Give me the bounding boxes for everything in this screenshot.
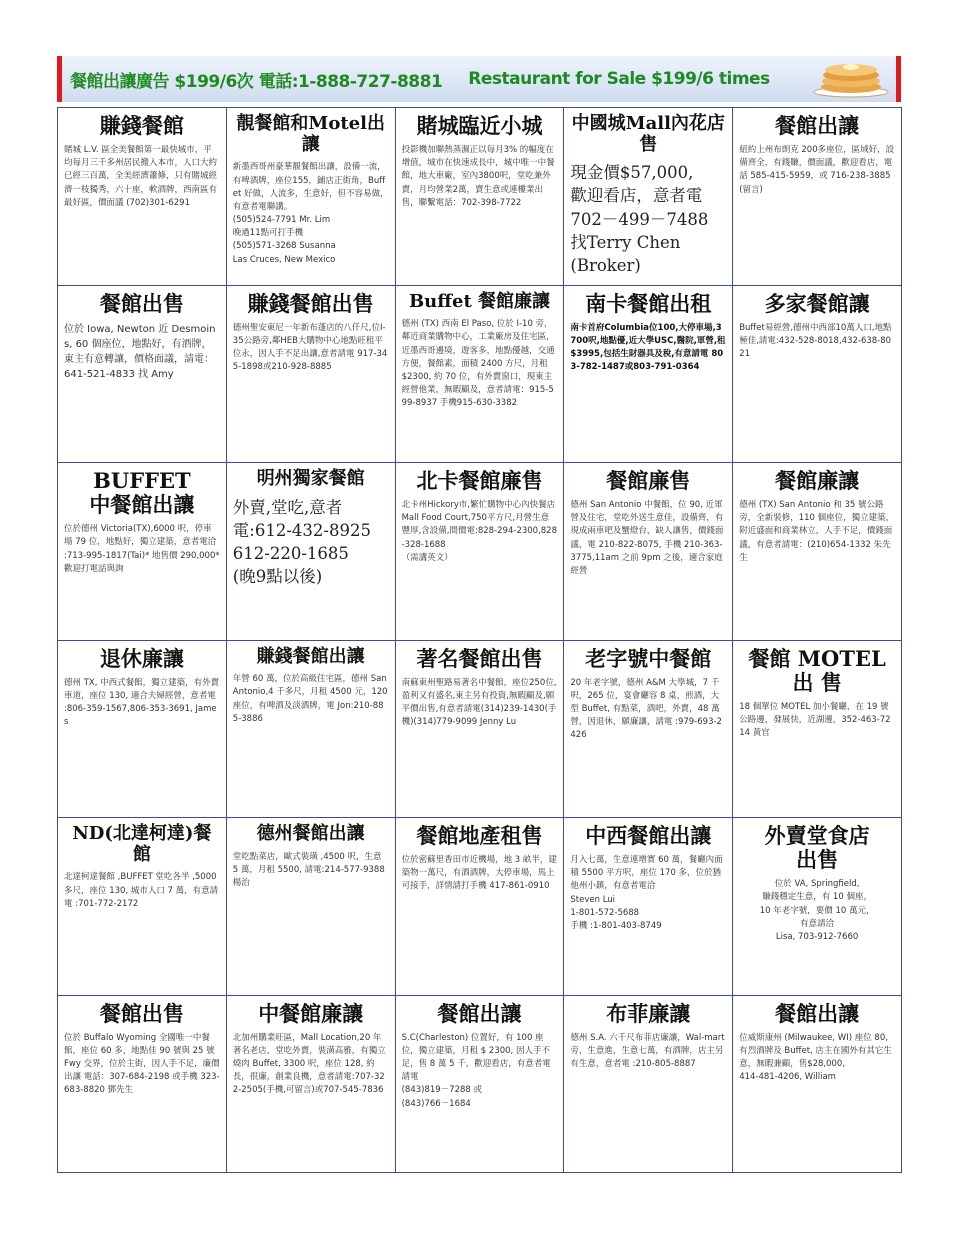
- ad-body: 德州 TX, 中西式餐館，獨立建築，有外賣車道，座位 130, 適合夫婦經營，意者電 :806-359-1567,806-353-3691, James: [64, 677, 220, 728]
- ad-title: 賭城臨近小城: [416, 113, 543, 138]
- ad-title: 老字號中餐館: [585, 645, 712, 671]
- ad-body: 賭城 L.V. 區全美餐館第一最快城市，平均每月三千多州居民搬入本市，人口大約已經三百萬，全美經濟蕭條，只有賭城經濟一枝獨秀，六十座，軟酒牌，西南區有最好區，價面議 (702)301-6291: [64, 145, 218, 208]
- ad-cell: [396, 818, 565, 996]
- ad-title: 餐館出售: [99, 1000, 184, 1026]
- ad-title: 賺錢餐館: [99, 113, 184, 138]
- ad-cell: [733, 641, 902, 819]
- ad-title: 餐館廉讓: [775, 468, 860, 493]
- ad-cell: [733, 108, 902, 286]
- ad-title: 多家餐館讓: [764, 290, 870, 316]
- ad-cell: [564, 641, 733, 819]
- ad-title: 布菲廉讓: [606, 1000, 691, 1026]
- ad-body: 位於 VA, Springfield, 賺錢穩定生意，有 10 個座， 10 年老字號，要價 10 萬元， 有意請洽 Lisa, 703-912-7660: [759, 879, 875, 942]
- ad-cell: [58, 818, 227, 996]
- ad-cell: [733, 818, 902, 996]
- ad-title: 中西餐館出讓: [585, 823, 712, 848]
- ad-cell: [396, 996, 565, 1174]
- ad-cell: [227, 463, 396, 641]
- ad-body: 位於 Iowa, Newton 近 Desmoins, 60 個座位，地點好，有酒牌，東主有意轉讓，價格面議，請電：641-521-4833 找 Amy: [64, 323, 216, 380]
- ad-title: 餐館 MOTEL 出 售: [748, 645, 886, 695]
- ad-body: 現金價$57,000, 歡迎看店，意者電 702－499－7488 找Terry Chen (Broker): [570, 163, 709, 275]
- header-banner: [57, 56, 901, 102]
- ad-body: 德州 (TX) San Antonio 和 35 號公路旁，全新裝修，110 個座位，獨立建築，附近盛面和商業林立，人手不足，價錢面議，有意者請電：(210)654-1332 朱先生: [739, 500, 895, 563]
- ad-title: 餐館出售: [99, 290, 184, 316]
- ad-body: 德州 San Antonio 中餐館，位 90, 近軍營及住宅，堂吃外送生意佳，設備齊，有現成兩車吧及蟹燈台，缺人讓售，價錢面議，電 210-822-8075, 手機 210-363-3775,11am 之前 9pm 之後，適合家庭經營: [570, 500, 724, 576]
- ad-body: 德州 (TX) 西南 El Paso, 位於 I-10 旁，鄰近商業購物中心，工業廠房及住宅區，近墨西哥邊境，遊客多，地點優越，交通方便，餐館素，面積 2400 方尺，月租 $2300, 約 70 位，有外賣窗口，現東主經營他業，無暇顧及，意者請電：915-599-8937 手機915-630-3382: [401, 319, 555, 409]
- ad-cell: [733, 463, 902, 641]
- ad-title: 德州餐館出讓: [256, 823, 365, 844]
- ads-grid: [57, 107, 902, 1173]
- ad-title: 南卡餐館出租: [585, 290, 712, 316]
- ad-body: 位於德州 Victoria(TX),6000 呎，停車場 79 位，地點好，獨立建築，意者電洽 :713-995-1817(Tai)* 地售價 290,000* 歡迎打電話與詢: [64, 524, 220, 574]
- ad-title: 明州獨家餐館: [256, 468, 365, 489]
- banner-english-text: Restaurant for Sale $199/6 times: [468, 69, 770, 89]
- ad-body: 北達柯達餐館 ,BUFFET 堂吃各半 ,5000 多尺，座位 130, 城市人口 7 萬，有意請電 :701-772-2172: [64, 872, 219, 909]
- ad-title: Buffet 餐館廉讓: [408, 290, 551, 312]
- ad-cell: [396, 641, 565, 819]
- ad-title: 中國城Mall內花店售: [571, 113, 725, 155]
- ad-cell: [733, 996, 902, 1174]
- ad-cell: [564, 818, 733, 996]
- ad-body: 位威斯康州 (Milwaukee, WI) 座位 80, 有烈酒牌及 Buffet, 店主在國外有其它生意，無暇兼顧，售$28,000, 414-481-4206, William: [739, 1032, 892, 1083]
- ad-title: 餐館地產租售: [416, 823, 543, 848]
- ad-title: 著名餐館出售: [416, 645, 543, 671]
- ad-cell: [58, 641, 227, 819]
- ad-body: 月入七萬，生意連增實 60 萬，餐廳內面積 5500 平方呎，座位 170 多，位於猶他州小鎮，有意者電洽 Steven Lui 1-801-572-5688 手機 :1-801-403-8749: [570, 855, 723, 931]
- ad-body: 18 個單位 MOTEL 加小餐廳，在 19 號公路邊，發展快，近湖邊，352-463-7214 黃官: [739, 701, 891, 739]
- ad-cell: [564, 463, 733, 641]
- ad-body: 北加州購業旺區，Mall Location,20 年著名老店，堂吃外賣，裝潢高雅，有獨立燒肉 Buffet, 3300 呎，座位 128, 約長，很廉，創業良機，意者請電:707-322-2505(手機,可留言)或707-545-7836: [232, 1032, 386, 1096]
- ad-title: 退休廉讓: [99, 645, 184, 671]
- ad-body: 南蘇東州聖路易著名中餐館，座位250位,盈利又有盛名,東主另有投資,無暇顧及,願平價出售,有意者請電(314)239-1430(手機)(314)779-9099 Jenny Lu: [401, 677, 557, 728]
- ad-body: S.C(Charleston) 位置好，有 100 座位，獨立建築，月租 $ 2300, 因人手不足，售 8 萬 5 千，歡迎看店，有意者電請電 (843)819－7288 或 (843)766－1684: [401, 1032, 551, 1109]
- ad-title: 餐館出讓: [775, 1000, 860, 1026]
- ad-body: 20 年老字號，德州 A&M 大學城，7 千呎，265 位，宴會廳容 8 桌，煎酒，大型 Buffet, 有點菜，酒吧，外賣，48 萬營，因退休，願廉讓，請電 :979-693-2426: [570, 677, 722, 741]
- ad-cell: [58, 108, 227, 286]
- ad-body: Buffet易經營,德州中西部10萬人口,地點極佳,請電:432-528-8018,432-638-8021: [739, 322, 892, 359]
- ad-title: 靚餐館和Motel出讓: [236, 113, 385, 155]
- ad-cell: [227, 818, 396, 996]
- ad-body: 南卡首府Columbia位100,大停車場,3700呎,地點優,近大學USC,醫院,軍營,租$3995,包括生財器具及稅,有意請電 803-782-1487或803-791-0364: [570, 322, 726, 373]
- ad-cell: [396, 463, 565, 641]
- ad-body: 位於密蘇里香田市近機場，地 3 畝半，建築物一萬尺，有酒酒牌，大停車場，馬上可接手，詳情請打手機 417-861-0910: [401, 855, 557, 892]
- ad-body: 德州 S.A. 六千尺布菲店廉讓，Wal-mart 旁，生意進，生意七萬，有酒牌，店主另有生意，意者電 :210-805-8887: [570, 1032, 725, 1069]
- ad-cell: [227, 108, 396, 286]
- ad-body: 位於 Buffalo Wyoming 全國唯一中餐館，座位 60 多，地點佳 90 號與 25 號 Fwy 交界，位於主街，因人手不足，廉價出讓 電話：307-684-2198 或手機 323-683-8820 鄧先生: [64, 1032, 220, 1096]
- ad-title: BUFFET 中餐館出讓: [89, 468, 195, 518]
- ad-title: 餐館出讓: [775, 113, 860, 138]
- ad-body: 外賣,堂吃,意者 電:612-432-8925 612-220-1685 (晚9點以後): [232, 497, 371, 586]
- ad-body: 新墨西哥州豪華靚餐館出讓，設備一流，有啤酒牌，座位155，鋪店正街角，Buffet 好做，人流多，生意好，但不容易做，有意者電聯講。 (505)524-7791 Mr. Lim 晚過11點可打手機 (505)571-3268 Susanna Las Cruces, New Mexico: [232, 162, 389, 265]
- ad-title: 餐館廉售: [606, 468, 691, 493]
- ad-cell: [227, 286, 396, 464]
- ad-body: 投影機加聯熱蒸濕正以每月3% 的幅度在增值，城市在快速成長中，城中唯一中餐館，地大車廠，室內3800呎，堂吃兼外賣，月均營業2萬，賣生意或連樓業出售，聯繫電話：702-398-7722: [401, 145, 555, 208]
- ad-title: 北卡餐館廉售: [416, 468, 543, 493]
- ad-title: 外賣堂食店 出售: [764, 823, 870, 873]
- ad-cell: [58, 463, 227, 641]
- ad-body: 北卡州Hickory市,繁忙購物中心內快餐店Mall Food Court,750平方尺,月營生意豐厚,含設備,間價電:828-294-2300,828-328-1688 （需講英文）: [401, 500, 558, 563]
- ad-body: 德州聖安東尼一年新布蓬店的八仟尺,位I-35公路旁,鄰HEB大購物中心地點旺租平位永，因人手不足出讓,意者請電 917-345-1898或210-928-8885: [232, 322, 388, 373]
- ad-cell: [227, 996, 396, 1174]
- pancake-icon: [812, 60, 890, 98]
- ad-cell: [58, 286, 227, 464]
- ad-cell: [564, 286, 733, 464]
- ad-title: ND(北達柯達)餐館: [72, 823, 212, 865]
- ad-title: 賺錢餐館出售: [247, 290, 374, 316]
- ad-cell: [564, 108, 733, 286]
- ad-cell: [227, 641, 396, 819]
- ad-cell: [396, 108, 565, 286]
- ad-title: 賺錢餐館出讓: [256, 645, 365, 667]
- banner-chinese-text: 餐館出讓廣告 $199/6次 電話:1-888-727-8881: [70, 71, 443, 92]
- ad-cell: [58, 996, 227, 1174]
- ad-body: 紐約上州布朗克 200多座位，區域好，設備齊全，有錢賺，價面議，歡迎看店，電話 585-415-5959，或 716-238-3885(留言): [739, 145, 895, 195]
- ad-cell: [396, 286, 565, 464]
- ad-cell: [564, 996, 733, 1174]
- ad-cell: [733, 286, 902, 464]
- ad-title: 中餐館廉讓: [258, 1000, 364, 1026]
- ad-body: 年營 60 萬，位於高級住宅區，德州 San Antonio,4 千多尺，月租 4500 元，120 座位，有啤酒及淡酒牌，電 Jon:210-885-3886: [232, 674, 388, 724]
- ad-title: 餐館出讓: [437, 1000, 522, 1026]
- ad-body: 堂吃點菜店，歐式裝璜 ,4500 呎，生意 5 萬，月租 5500, 請電:214-577-9388 楊治: [232, 851, 385, 889]
